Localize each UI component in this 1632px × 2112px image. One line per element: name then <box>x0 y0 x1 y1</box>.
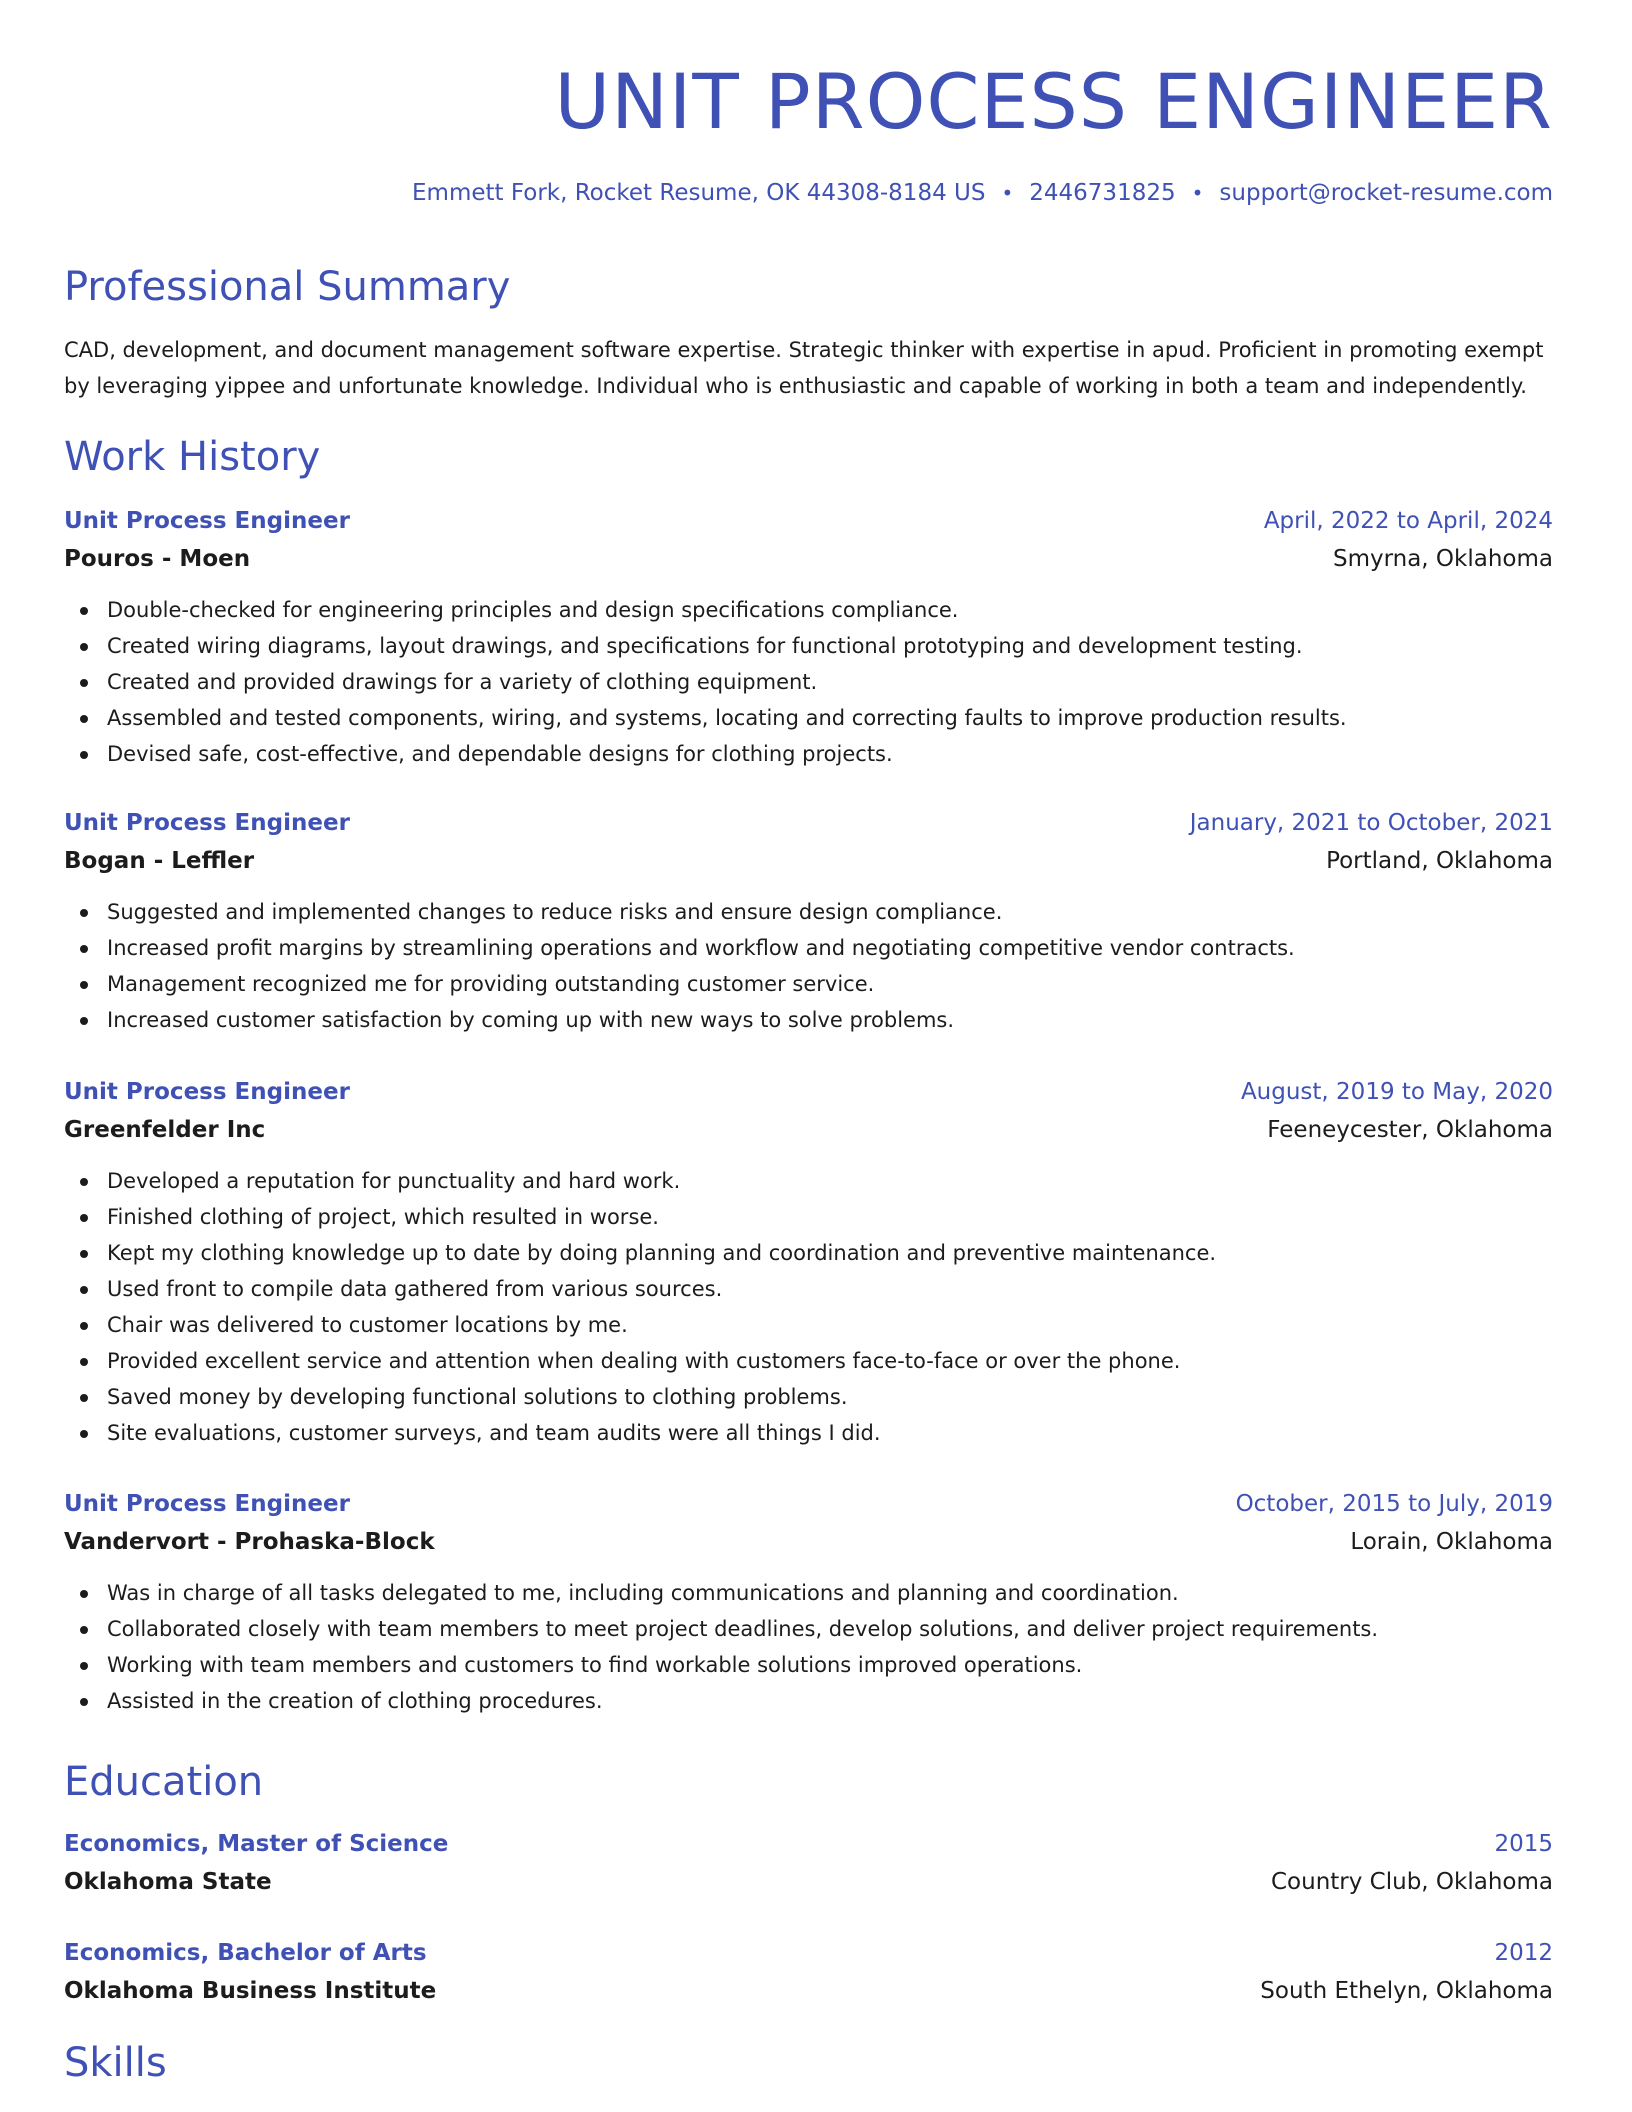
education-location: South Ethelyn, Oklahoma <box>1260 1978 1553 2004</box>
summary-text: CAD, development, and document management software expertise. Strategic thinker with expertise in apud. Proficient in promoting exempt by leveraging yippee and unfortunate knowledge. Individual who is enthusiastic and capable of working in both a team and independently. <box>64 338 1544 398</box>
job-dates: October, 2015 to July, 2019 <box>1235 1491 1553 1517</box>
job-role: Unit Process Engineer <box>64 1491 350 1517</box>
education-year: 2015 <box>1494 1831 1553 1857</box>
job-location: Feeneycester, Oklahoma <box>1267 1117 1553 1143</box>
job-entry <box>64 1073 1553 1451</box>
job-role: Unit Process Engineer <box>64 810 350 836</box>
list-item: Devised safe, cost-effective, and dependable designs for clothing projects. <box>64 736 1553 772</box>
contact-separator: • <box>1191 181 1204 205</box>
job-bullets <box>64 592 1553 772</box>
list-item: Suggested and implemented changes to reduce risks and ensure design compliance. <box>64 894 1553 930</box>
job-bullets <box>64 1163 1553 1451</box>
job-company: Greenfelder Inc <box>64 1117 266 1143</box>
list-item: Increased profit margins by streamlining operations and workflow and negotiating competitive vendor contracts. <box>64 930 1553 966</box>
list-item: Chair was delivered to customer locations by me. <box>64 1307 1553 1343</box>
contact-email[interactable]: support@rocket-resume.com <box>1219 180 1553 206</box>
list-item: Working with team members and customers to find workable solutions improved operations. <box>64 1647 1553 1683</box>
education-school: Oklahoma State <box>64 1869 272 1895</box>
list-item: Created and provided drawings for a variety of clothing equipment. <box>64 664 1553 700</box>
job-role: Unit Process Engineer <box>64 1079 350 1105</box>
job-entry <box>64 1485 1553 1719</box>
job-bullets <box>64 1575 1553 1719</box>
education-heading: Education <box>64 1759 264 1805</box>
job-location: Smyrna, Oklahoma <box>1332 546 1553 572</box>
education-entry <box>64 1825 1553 1901</box>
list-item: Was in charge of all tasks delegated to me, including communications and planning and coordination. <box>64 1575 1553 1611</box>
list-item: Assisted in the creation of clothing procedures. <box>64 1683 1553 1719</box>
list-item: Increased customer satisfaction by coming up with new ways to solve problems. <box>64 1002 1553 1038</box>
list-item: Collaborated closely with team members to meet project deadlines, develop solutions, and deliver project requirements. <box>64 1611 1553 1647</box>
contact-phone: 2446731825 <box>1029 180 1176 206</box>
job-dates: January, 2021 to October, 2021 <box>1189 810 1553 836</box>
job-location: Lorain, Oklahoma <box>1350 1529 1553 1555</box>
list-item: Kept my clothing knowledge up to date by doing planning and coordination and preventive maintenance. <box>64 1235 1553 1271</box>
contact-address: Emmett Fork, Rocket Resume, OK 44308-8184 US <box>412 180 986 206</box>
skills-heading: Skills <box>64 2040 167 2086</box>
job-company: Bogan - Leffler <box>64 848 255 874</box>
job-entry <box>64 502 1553 772</box>
list-item: Finished clothing of project, which resulted in worse. <box>64 1199 1553 1235</box>
list-item: Double-checked for engineering principles and design specifications compliance. <box>64 592 1553 628</box>
job-entry <box>64 804 1553 1038</box>
education-degree: Economics, Master of Science <box>64 1831 449 1857</box>
work-history-heading: Work History <box>64 434 321 480</box>
list-item: Management recognized me for providing outstanding customer service. <box>64 966 1553 1002</box>
job-location: Portland, Oklahoma <box>1326 848 1553 874</box>
list-item: Used front to compile data gathered from various sources. <box>64 1271 1553 1307</box>
resume-title: UNIT PROCESS ENGINEER <box>554 57 1553 146</box>
education-year: 2012 <box>1494 1940 1553 1966</box>
list-item: Assembled and tested components, wiring, and systems, locating and correcting faults to improve production results. <box>64 700 1553 736</box>
job-company: Pouros - Moen <box>64 546 251 572</box>
job-dates: August, 2019 to May, 2020 <box>1240 1079 1553 1105</box>
list-item: Developed a reputation for punctuality and hard work. <box>64 1163 1553 1199</box>
list-item: Site evaluations, customer surveys, and team audits were all things I did. <box>64 1415 1553 1451</box>
contact-separator: • <box>1001 181 1014 205</box>
job-bullets <box>64 894 1553 1038</box>
job-role: Unit Process Engineer <box>64 508 350 534</box>
job-company: Vandervort - Prohaska-Block <box>64 1529 435 1555</box>
education-degree: Economics, Bachelor of Arts <box>64 1940 427 1966</box>
education-entry <box>64 1934 1553 2010</box>
job-dates: April, 2022 to April, 2024 <box>1263 508 1553 534</box>
list-item: Created wiring diagrams, layout drawings, and specifications for functional prototyping and development testing. <box>64 628 1553 664</box>
list-item: Provided excellent service and attention when dealing with customers face-to-face or over the phone. <box>64 1343 1553 1379</box>
contact-line <box>412 180 1553 206</box>
list-item: Saved money by developing functional solutions to clothing problems. <box>64 1379 1553 1415</box>
education-location: Country Club, Oklahoma <box>1271 1869 1553 1895</box>
education-school: Oklahoma Business Institute <box>64 1978 437 2004</box>
summary-heading: Professional Summary <box>64 264 511 310</box>
